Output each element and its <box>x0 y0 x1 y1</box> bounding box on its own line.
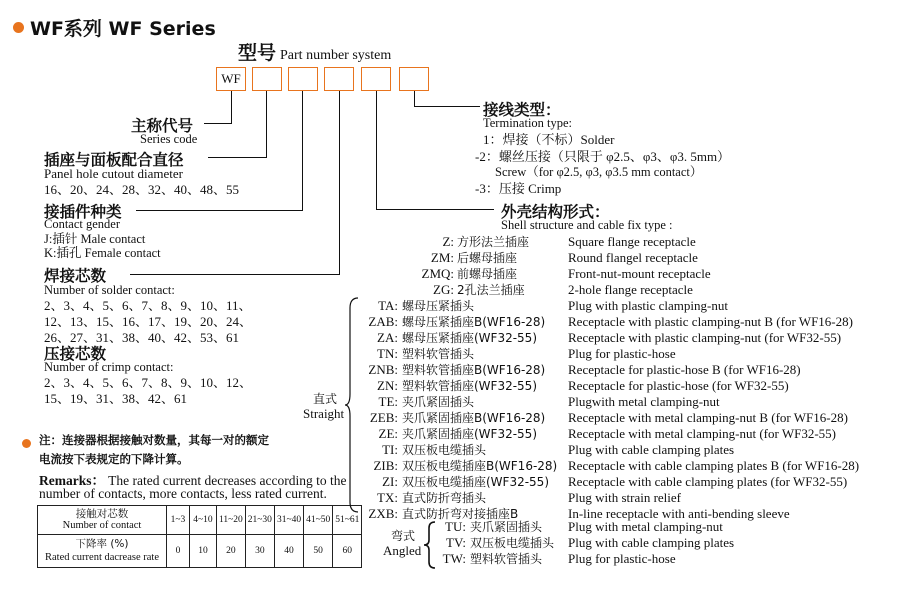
note-cn-line-2: 电流按下表规定的下降计算。 <box>39 452 189 466</box>
angled-label-en: Angled <box>383 543 422 558</box>
shell-name-cn: 后螺母插座 <box>457 251 518 265</box>
table-cell: 60 <box>333 535 362 568</box>
table-cell: 41~50 <box>304 506 333 535</box>
shell-name-en: Square flange receptacle <box>568 234 696 249</box>
shell-name-en: Plug for plastic-hose <box>568 551 676 566</box>
shell-name-cn: 塑料软管插头 <box>402 347 475 361</box>
shell-name-cn: 夹爪紧固插座B(WF16-28) <box>402 411 546 425</box>
remarks-text-1: The rated current decreases according to the <box>108 473 347 488</box>
table-cell: 50 <box>304 535 333 568</box>
table-cell: 0 <box>167 535 190 568</box>
shell-code: ZA: <box>377 330 398 345</box>
solder-contact-line-2: 12、13、15、16、17、19、20、24、 <box>44 314 253 329</box>
table-row-label: 下降率 (%) Rated current dacrease rate <box>38 535 167 568</box>
shell-name-en: Plug for plastic-hose <box>568 346 676 361</box>
shell-name-en: Receptacle with plastic clamping-nut (for WF32-55) <box>568 330 842 345</box>
contact-gender-k: K:插孔 Female contact <box>44 246 161 260</box>
contact-gender-en: Contact gender <box>44 217 121 231</box>
table-cell: 10 <box>190 535 217 568</box>
termination-option-2: -2：螺丝压接（只限于 φ2.5、φ3、φ3. 5mm） <box>475 149 731 164</box>
angled-label-cn: 弯式 <box>391 529 416 543</box>
shell-name-en: Plug with metal clamping-nut <box>568 519 723 534</box>
shell-name-en: Receptacle with metal clamping-nut B (for WF16-28) <box>568 410 848 425</box>
shell-name-cn: 方形法兰插座 <box>457 235 530 249</box>
table-cell: 1~3 <box>167 506 190 535</box>
crimp-contact-line-1: 2、3、4、5、6、7、8、9、10、12、 <box>44 375 253 390</box>
table-row <box>38 535 362 568</box>
crimp-contact-title: 压接芯数 <box>44 345 107 363</box>
pn-box-gender <box>288 67 318 91</box>
shell-code: TU: <box>445 519 466 534</box>
shell-name-en: Round flangel receptacle <box>568 250 698 265</box>
shell-code: Z: <box>442 234 454 249</box>
shell-name-cn: 螺母压紧插座B(WF16-28) <box>402 315 546 329</box>
remarks-label: Remarks： <box>39 473 105 488</box>
crimp-contact-en: Number of crimp contact: <box>44 360 174 374</box>
shell-name-cn: 塑料软管插座B(WF16-28) <box>402 363 546 377</box>
shell-name-cn: 双压板电缆插头 <box>470 536 555 550</box>
shell-name-cn: 螺母压紧插座(WF32-55) <box>402 331 538 345</box>
shell-code: ZEB: <box>369 410 398 425</box>
shell-name-en: 2-hole flange receptacle <box>568 282 693 297</box>
shell-name-en: Plug with plastic clamping-nut <box>568 298 728 313</box>
shell-code: TN: <box>377 346 398 361</box>
table-cell: 4~10 <box>190 506 217 535</box>
shell-code: TW: <box>442 551 466 566</box>
shell-name-cn: 直式防折弯插头 <box>402 491 487 505</box>
part-number-title-cn: 型号 <box>238 42 277 64</box>
shell-code: TI: <box>382 442 398 457</box>
panel-hole-values: 16、20、24、28、32、40、48、55 <box>44 182 240 197</box>
shell-title-en: Shell structure and cable fix type : <box>501 218 673 232</box>
solder-contact-title: 焊接芯数 <box>44 267 107 285</box>
shell-name-cn: 2孔法兰插座 <box>457 283 525 297</box>
termination-option-1: 1：焊接（不标）Solder <box>483 132 615 147</box>
straight-label-en: Straight <box>303 406 345 421</box>
shell-name-en: Plugwith metal clamping-nut <box>568 394 720 409</box>
rated-current-table <box>37 505 362 568</box>
shell-name-cn: 夹爪紧固插座(WF32-55) <box>402 427 538 441</box>
shell-title: 外壳结构形式： <box>501 203 610 221</box>
shell-name-cn: 螺母压紧插头 <box>402 299 475 313</box>
shell-code: ZXB: <box>368 506 398 521</box>
shell-name-en: Receptacle with plastic clamping-nut B (for WF16-28) <box>568 314 853 329</box>
table-cell: 21~30 <box>245 506 274 535</box>
shell-name-cn: 塑料软管插座(WF32-55) <box>402 379 538 393</box>
pn-box-series: WF <box>216 67 246 91</box>
shell-code: ZMQ: <box>421 266 454 281</box>
page-title: WF系列 WF Series <box>30 18 216 40</box>
termination-title-en: Termination type: <box>483 116 573 130</box>
shell-code: ZG: <box>433 282 454 297</box>
table-cell: 51~61 <box>333 506 362 535</box>
shell-name-cn: 双压板电缆插座B(WF16-28) <box>402 459 558 473</box>
shell-name-cn: 直式防折弯对接插座B <box>402 507 519 521</box>
panel-hole-en: Panel hole cutout diameter <box>44 166 183 181</box>
shell-name-en: Receptacle with cable clamping plates (for WF32-55) <box>568 474 848 489</box>
shell-code: ZM: <box>430 250 454 265</box>
title-bullet-icon <box>13 22 24 33</box>
table-cell: 20 <box>217 535 246 568</box>
series-code-en: Series code <box>140 132 198 146</box>
table-cell: 40 <box>274 535 303 568</box>
table-cell: 30 <box>245 535 274 568</box>
termination-option-3: -3：压接 Crimp <box>475 181 562 196</box>
shell-code: TE: <box>378 394 398 409</box>
shell-name-en: In-line receptacle with anti-bending sleeve <box>568 506 790 521</box>
solder-contact-line-3: 26、27、31、38、40、42、53、61 <box>44 330 240 345</box>
shell-code: ZIB: <box>373 458 398 473</box>
termination-option-2-en: Screw（for φ2.5, φ3, φ3.5 mm contact） <box>495 165 703 179</box>
shell-name-en: Plug with cable clamping plates <box>568 535 735 550</box>
shell-name-cn: 塑料软管插头 <box>470 552 543 566</box>
shell-code: ZI: <box>382 474 398 489</box>
contact-gender-title: 接插件种类 <box>44 203 122 221</box>
shell-name-en: Receptacle with cable clamping plates B (for WF16-28) <box>568 458 860 473</box>
shell-code: ZAB: <box>368 314 398 329</box>
pn-box-termination <box>399 67 429 91</box>
note-bullet-icon <box>22 439 31 448</box>
solder-contact-line-1: 2、3、4、5、6、7、8、9、10、11、 <box>44 298 252 313</box>
shell-name-cn: 前螺母插座 <box>457 267 518 281</box>
part-number-title-en: Part number system <box>280 48 392 63</box>
table-cell: 11~20 <box>217 506 246 535</box>
shell-name-en: Plug with cable clamping plates <box>568 442 735 457</box>
table-row-label: 接触对芯数 Number of contact <box>38 506 167 535</box>
shell-name-cn: 夹爪紧固插头 <box>402 395 475 409</box>
contact-gender-j: J:插针 Male contact <box>44 232 146 246</box>
angled-brace-icon <box>423 520 437 574</box>
panel-hole-title: 插座与面板配合直径 <box>44 151 184 169</box>
remarks-line-2: number of contacts, more contacts, less rated current. <box>39 486 327 501</box>
shell-code: TV: <box>446 535 466 550</box>
pn-box-diameter <box>252 67 282 91</box>
shell-code: TA: <box>378 298 398 313</box>
crimp-contact-line-2: 15、19、31、38、42、61 <box>44 391 188 406</box>
straight-label-cn: 直式 <box>313 392 338 406</box>
shell-code: TX: <box>377 490 398 505</box>
series-code-title: 主称代号 <box>131 117 194 135</box>
shell-code: ZN: <box>377 378 398 393</box>
note-cn-line-1: 注：连接器根据接触对数量，其每一对的额定 <box>39 433 269 447</box>
shell-name-cn: 双压板电缆插座(WF32-55) <box>402 475 550 489</box>
shell-name-cn: 夹爪紧固插头 <box>470 520 543 534</box>
shell-name-en: Front-nut-mount receptacle <box>568 266 711 281</box>
pn-box-contacts <box>324 67 354 91</box>
shell-code: ZNB: <box>368 362 398 377</box>
shell-name-cn: 双压板电缆插头 <box>402 443 487 457</box>
shell-name-en: Receptacle for plastic-hose B (for WF16-28) <box>568 362 801 377</box>
straight-brace-icon <box>344 296 360 518</box>
solder-contact-en: Number of solder contact: <box>44 283 175 297</box>
shell-name-en: Receptacle with metal clamping-nut (for WF32-55) <box>568 426 836 441</box>
pn-box-shell <box>361 67 391 91</box>
shell-name-en: Receptacle for plastic-hose (for WF32-55) <box>568 378 789 393</box>
shell-code: ZE: <box>378 426 398 441</box>
termination-title: 接线类型： <box>483 101 561 119</box>
shell-name-en: Plug with strain relief <box>568 490 682 505</box>
part-number-title <box>238 38 391 65</box>
table-row <box>38 506 362 535</box>
table-cell: 31~40 <box>274 506 303 535</box>
